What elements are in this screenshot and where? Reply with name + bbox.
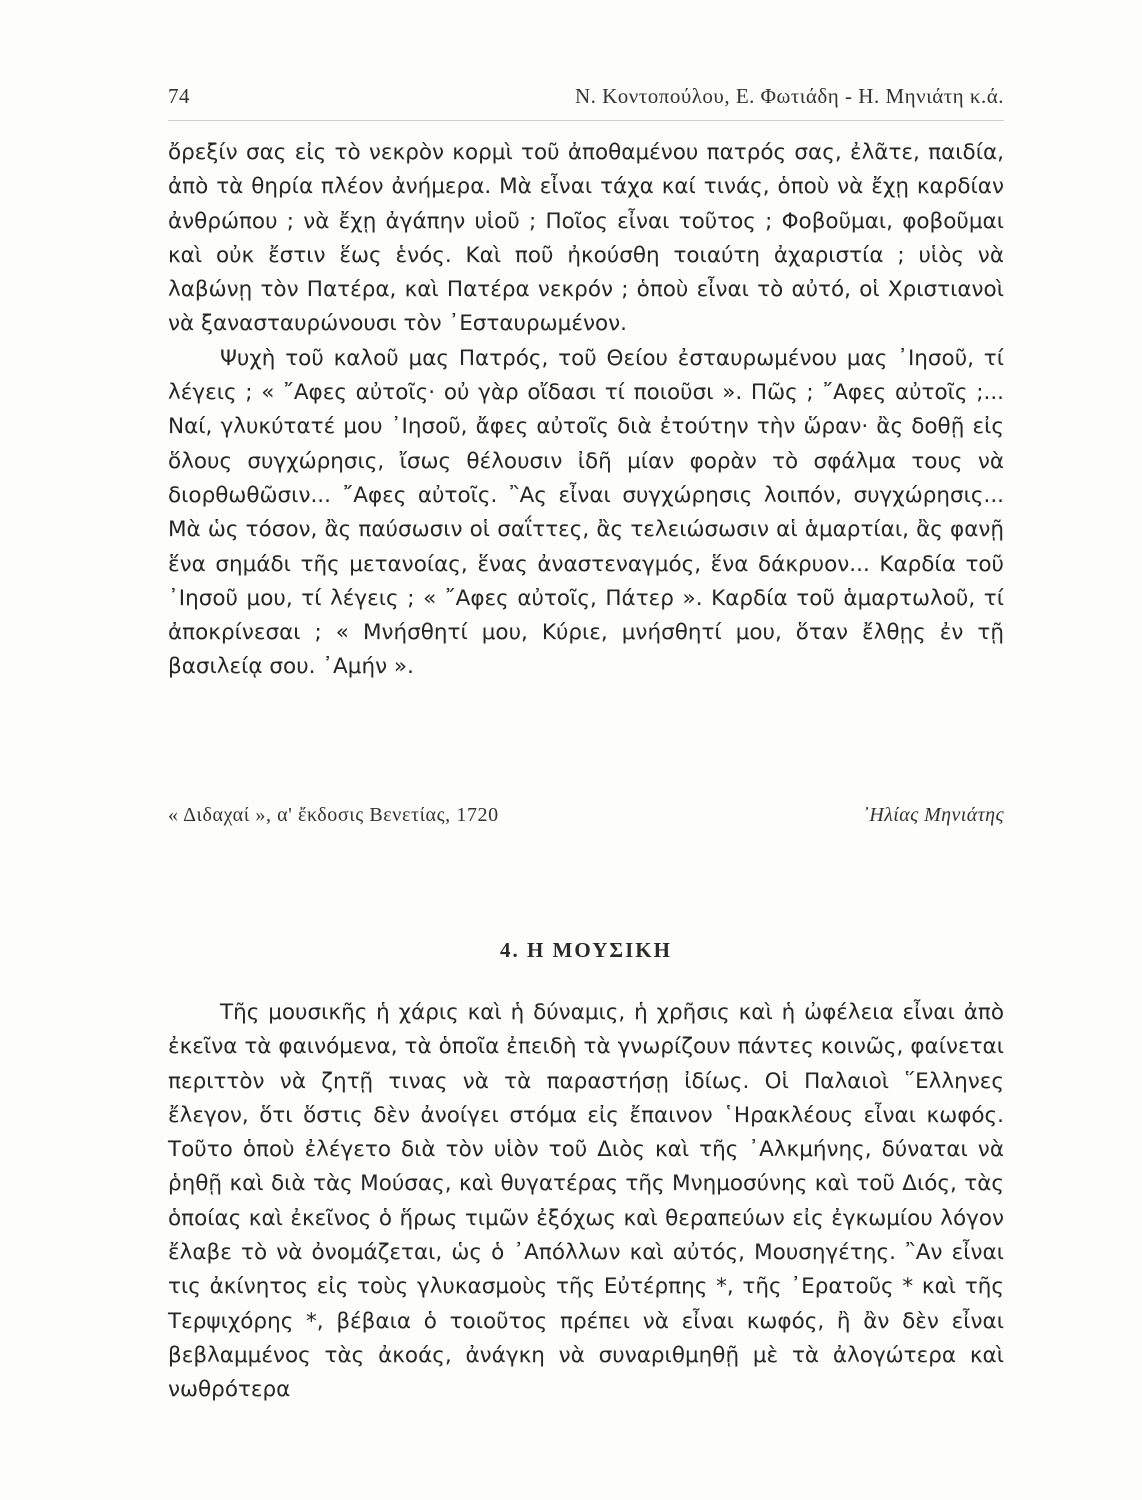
section-text [168, 996, 1004, 1408]
excerpt-author: ᾿Ηλίας Μηνιάτης [862, 804, 1004, 826]
running-header [168, 84, 1004, 124]
section-paragraph: Τῆς μουσικῆς ἡ χάρις καὶ ἡ δύναμις, ἡ χρῆσις καὶ ἡ ὠφέλεια εἶναι ἀπὸ ἐκεῖνα τὰ φαινόμενα, τὰ ὁποῖα ἐπειδὴ τὰ γνωρίζουν πάντες κοινῶς, φαίνεται περιττὸν νὰ ζητῇ τινας νὰ τὰ παραστήσῃ ἰδίως. Οἱ Παλαιοὶ ῞Ελληνες ἔλεγον, ὅτι ὅστις δὲν ἀνοίγει στόμα εἰς ἔπαινον ῾Ηρακλέους εἶναι κωφός. Τοῦτο ὁποὺ ἐλέγετο διὰ τὸν υἱὸν τοῦ Διὸς καὶ τῆς ᾿Αλκμήνης, δύναται νὰ ῥηθῇ καὶ διὰ τὰς Μούσας, καὶ θυγατέρας τῆς Μνημοσύνης καὶ τοῦ Διός, τὰς ὁποίας καὶ ἐκεῖνος ὁ ἥρως τιμῶν ἐξόχως καὶ θεραπεύων εἰς ἐγκωμίου λόγον ἔλαβε τὸ νὰ ὀνομάζεται, ὡς ὁ ᾿Απόλλων καὶ αὐτός, Μουσηγέτης. ῍Αν εἶναι τις ἀκίνητος εἰς τοὺς γλυκασμοὺς τῆς Εὐτέρπης *, τῆς ᾿Ερατοῦς * καὶ τῆς Τερψιχόρης *, βέβαια ὁ τοιοῦτος πρέπει νὰ εἶναι κωφός, ἢ ἂν δὲν εἶναι βεβλαμμένος τὰς ἀκοάς, ἀνάγκη νὰ συναριθμηθῇ μὲ τὰ ἀλογώτερα καὶ νωθρότερα [168, 1000, 1004, 1403]
excerpt-attribution [168, 804, 1004, 834]
excerpt-text [168, 136, 1004, 685]
excerpt-source: « Διδαχαί », α' ἔκδοσις Βενετίας, 1720 [168, 804, 499, 826]
header-authors: Ν. Κοντοπούλου, Ε. Φωτιάδη - Η. Μηνιάτη κ.ά. [574, 84, 1004, 108]
header-divider [168, 120, 1004, 121]
page-number: 74 [168, 84, 190, 108]
excerpt-paragraph-1: ὄρεξίν σας εἰς τὸ νεκρὸν κορμὶ τοῦ ἀποθαμένου πατρός σας, ἐλᾶτε, παιδία, ἀπὸ τὰ θηρία πλέον ἀνήμερα. Μὰ εἶναι τάχα καί τινάς, ὁποὺ νὰ ἔχῃ καρδίαν ἀνθρώπου ; νὰ ἔχῃ ἀγάπην υἱοῦ ; Ποῖος εἶναι τοῦτος ; Φοβοῦμαι, φοβοῦμαι καὶ οὐκ ἔστιν ἕως ἑνός. Καὶ ποῦ ἠκούσθη τοιαύτη ἀχαριστία ; υἱὸς νὰ λαβώνῃ τὸν Πατέρα, καὶ Πατέρα νεκρόν ; ὁποὺ εἶναι τὸ αὐτό, οἱ Χριστιανοὶ νὰ ξανασταυρώνουσι τὸν ᾿Εσταυρωμένον. [168, 140, 1004, 337]
section-heading: 4. Η ΜΟΥΣΙΚΗ [500, 938, 672, 962]
excerpt-paragraph-2: Ψυχὴ τοῦ καλοῦ μας Πατρός, τοῦ Θείου ἐσταυρωμένου μας ᾿Ιησοῦ, τί λέγεις ; « ῎Αφες αὐτοῖς· οὐ γὰρ οἴδασι τί ποιοῦσι ». Πῶς ; ῎Αφες αὐτοῖς ;... Ναί, γλυκύτατέ μου ᾿Ιησοῦ, ἄφες αὐτοῖς διὰ ἐτούτην τὴν ὥραν· ἂς δοθῇ εἰς ὅλους συγχώρησις, ἴσως θέλουσιν ἰδῆ μίαν φορὰν τὸ σφάλμα τους νὰ διορθωθῶσιν... ῎Αφες αὐτοῖς. ῍Ας εἶναι συγχώρησις λοιπόν, συγχώρησις... Μὰ ὡς τόσον, ἂς παύσωσιν οἱ σαΐττες, ἂς τελειώσωσιν αἱ ἁμαρτίαι, ἂς φανῇ ἕνα σημάδι τῆς μετανοίας, ἕνας ἀναστεναγμός, ἕνα δάκρυον... Καρδία τοῦ ᾿Ιησοῦ μου, τί λέγεις ; « ῎Αφες αὐτοῖς, Πάτερ ». Καρδία τοῦ ἁμαρτωλοῦ, τί ἀποκρίνεσαι ; « Μνήσθητί μου, Κύριε, μνήσθητί μου, ὅταν ἔλθῃς ἐν τῇ βασιλείᾳ σου. ᾿Αμήν ». [168, 345, 1004, 680]
